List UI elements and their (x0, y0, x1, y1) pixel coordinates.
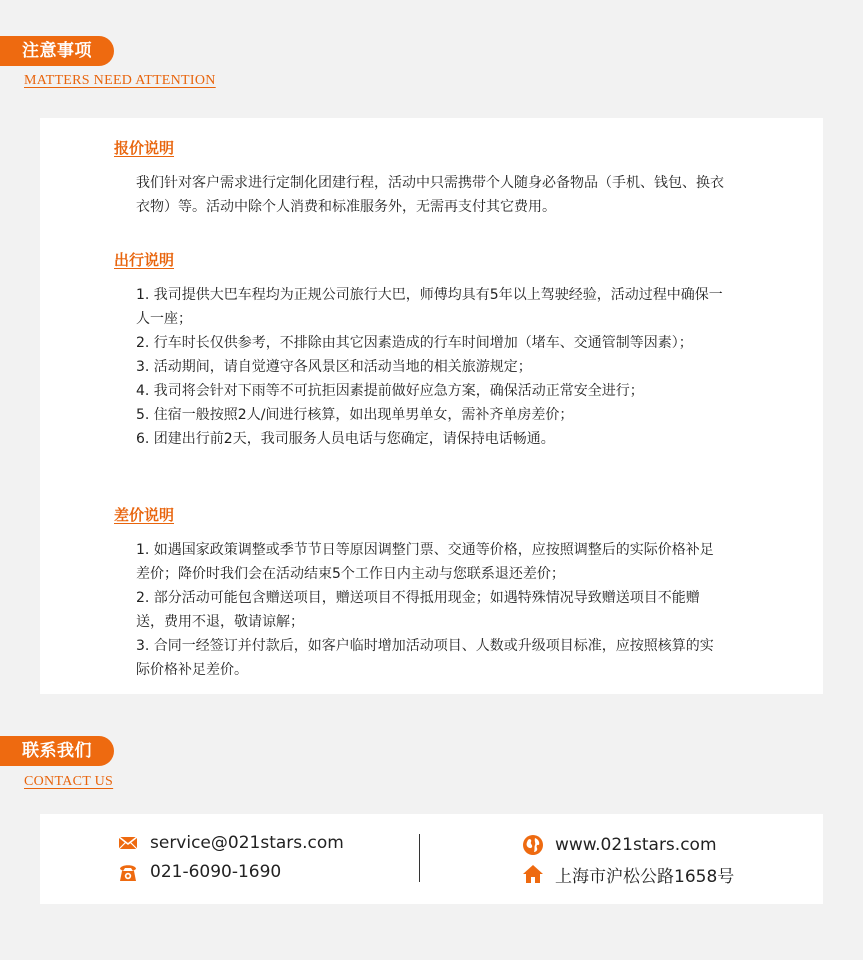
travel-line: 1. 我司提供大巴车程均为正规公司旅行大巴，师傅均具有5年以上驾驶经验，活动过程中确保一人一座； (136, 287, 723, 327)
travel-body (114, 283, 726, 451)
website-row[interactable] (521, 833, 717, 857)
email-row[interactable] (116, 831, 344, 855)
price-diff-title: 差价说明 (114, 506, 175, 524)
travel-line: 6. 团建出行前2天，我司服务人员电话与您确定，请保持电话畅通。 (136, 431, 555, 447)
price-diff-line: 3. 合同一经签订并付款后，如客户临时增加活动项目、人数或升级项目标准，应按照核算的实际价格补足差价。 (136, 638, 714, 678)
travel-line: 4. 我司将会针对下雨等不可抗拒因素提前做好应急方案，确保活动正常安全进行； (136, 383, 644, 399)
address-text: 上海市沪松公路1658号 (555, 866, 735, 887)
globe-icon (521, 833, 545, 857)
notice-section-subtitle: MATTERS NEED ATTENTION (24, 73, 216, 88)
pricing-title: 报价说明 (114, 139, 175, 157)
travel-line: 2. 行车时长仅供参考，不排除由其它因素造成的行车时间增加（堵车、交通管制等因素）； (136, 335, 693, 351)
address-row (521, 862, 734, 886)
mail-icon (116, 831, 140, 855)
contact-card (40, 814, 823, 904)
price-diff-body (114, 538, 726, 682)
contact-section-subtitle: CONTACT US (24, 774, 114, 789)
home-icon (521, 862, 545, 886)
price-diff-block (114, 505, 714, 682)
travel-title: 出行说明 (114, 251, 175, 269)
contact-divider (419, 834, 420, 882)
phone-text[interactable]: 021-6090-1690 (150, 862, 282, 882)
contact-section-tag: 联系我们 (0, 736, 114, 766)
pricing-line: 我们针对客户需求进行定制化团建行程，活动中只需携带个人随身必备物品（手机、钱包、换衣衣物）等。活动中除个人消费和标准服务外，无需再支付其它费用。 (136, 175, 724, 215)
pricing-body (114, 171, 726, 219)
price-diff-line: 2. 部分活动可能包含赠送项目，赠送项目不得抵用现金；如遇特殊情况导致赠送项目不能赠送，费用不退，敬请谅解； (136, 590, 700, 630)
travel-line: 5. 住宿一般按照2人/间进行核算，如出现单男单女，需补齐单房差价； (136, 407, 574, 423)
phone-icon (116, 860, 140, 884)
pricing-block (114, 138, 724, 219)
email-text[interactable]: service@021stars.com (150, 833, 344, 853)
notice-card (40, 118, 823, 694)
notice-section-tag: 注意事项 (0, 36, 114, 66)
travel-block (114, 250, 723, 451)
website-text[interactable]: www.021stars.com (555, 835, 717, 855)
page-right-edge (863, 0, 867, 960)
travel-line: 3. 活动期间，请自觉遵守各风景区和活动当地的相关旅游规定； (136, 359, 532, 375)
price-diff-line: 1. 如遇国家政策调整或季节节日等原因调整门票、交通等价格，应按照调整后的实际价格补足差价；降价时我们会在活动结束5个工作日内主动与您联系退还差价； (136, 542, 714, 582)
phone-row[interactable] (116, 860, 281, 884)
